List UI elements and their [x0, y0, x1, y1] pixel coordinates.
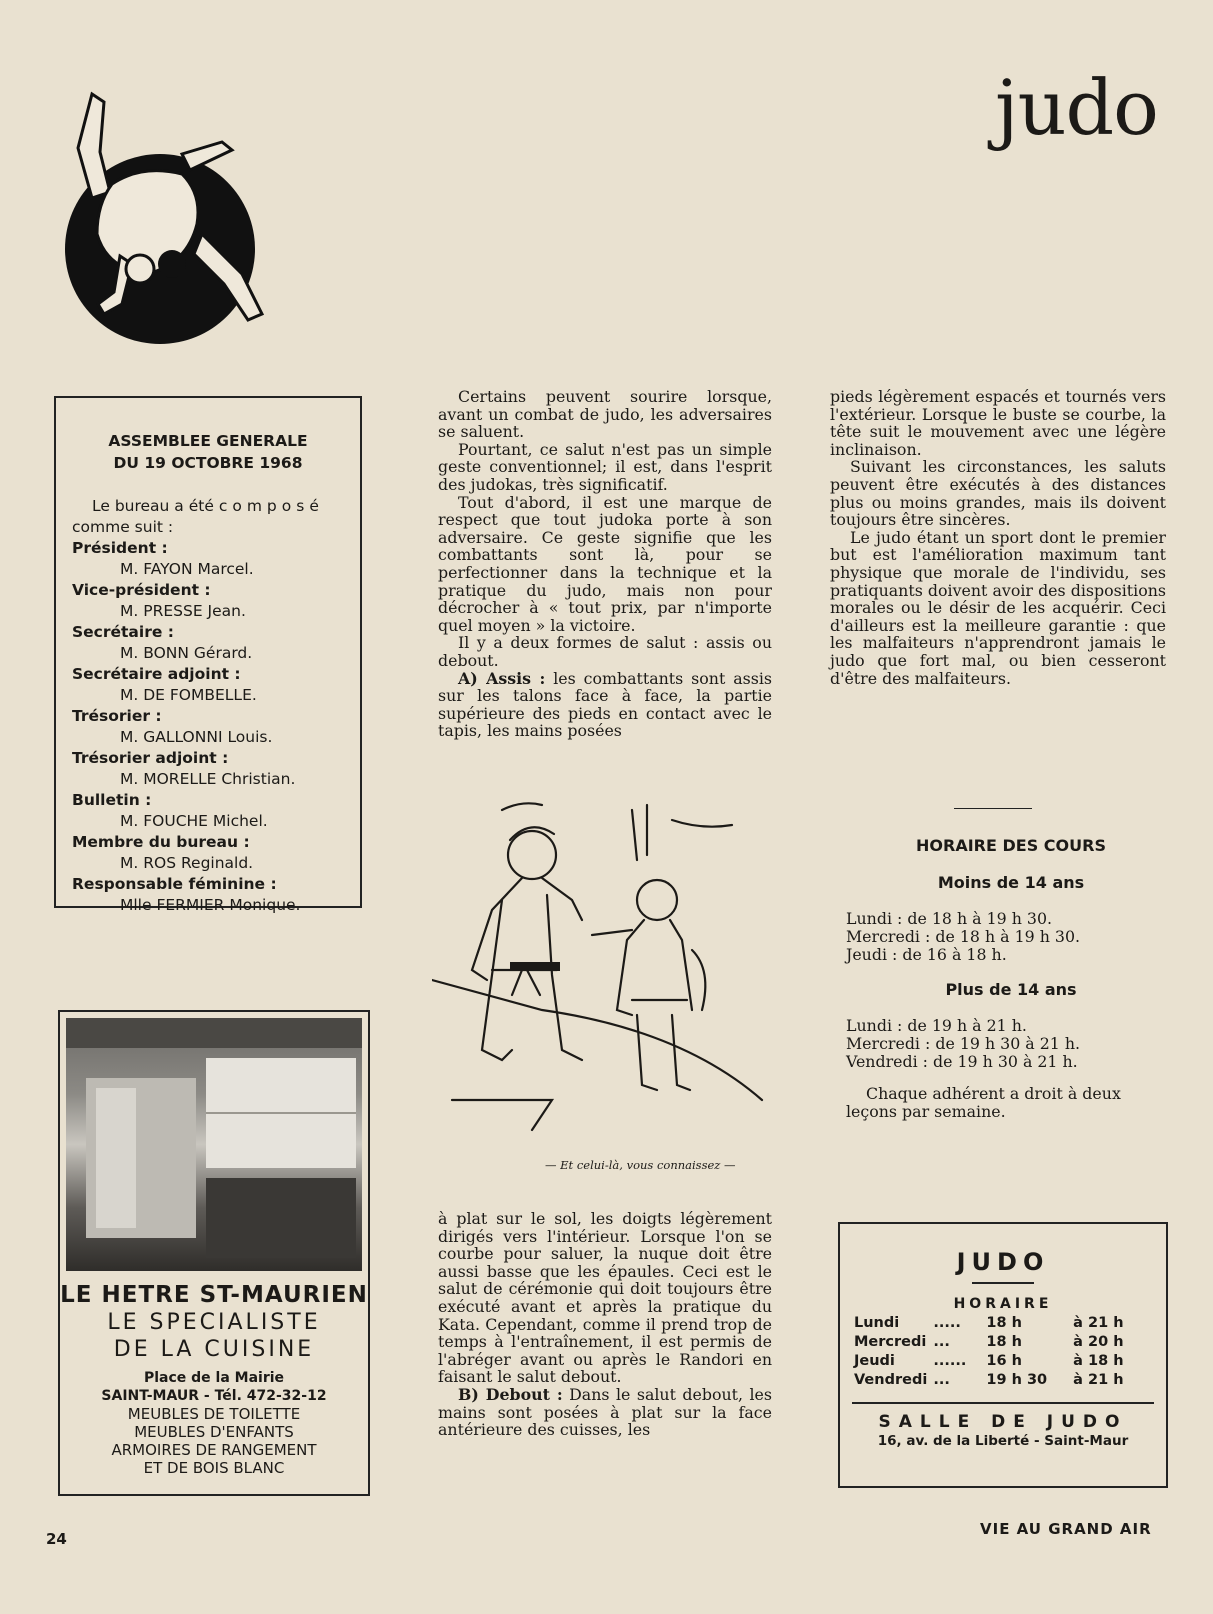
article-column-1 [438, 388, 772, 740]
ad-tagline-2: DE LA CUISINE [113, 1337, 315, 1362]
hours-end: à 18 h [1073, 1353, 1124, 1369]
hours-day: Vendredi [854, 1372, 928, 1388]
hours-title-underline [972, 1282, 1034, 1284]
hours-box-subtitle: HORAIRE [953, 1296, 1053, 1312]
hours-end: à 21 h [1073, 1372, 1124, 1388]
article-paragraph: Le judo étant un sport dont le premier but est l'amélioration maximum tant physique que morale de l'individu, ses pratiquants doivent avoir des dispositions morales ou le désir de les acquérir. Ceci d'ailleurs est la meilleure garantie : que les malfaiteurs n'apprendront jamais le judo que fort mal, ou bien cesseront d'être des malfaiteurs. [830, 527, 1166, 688]
article-paragraph: à plat sur le sol, les doigts légèrement dirigés vers l'intérieur. Lorsque l'on se courbe pour saluer, la nuque doit être aussi basse que les épaules. Ceci est le salut de cérémonie qui doit toujours être exécuté avant et après la pratique du Kata. Cependant, comme il prend trop de temps à l'entraînement, il est permis de l'abréger avant ou après le Randori en faisant le salut debout. [438, 1209, 772, 1387]
page-number: 24 [46, 1530, 67, 1548]
ad-phone: SAINT-MAUR - Tél. 472-32-12 [101, 1388, 327, 1404]
hours-start: 19 h 30 [986, 1372, 1048, 1388]
schedule-line: Vendredi : de 19 h 30 à 21 h. [846, 1052, 1078, 1071]
member-name: Mlle FERMIER Monique. [120, 896, 301, 914]
ad-item: ARMOIRES DE RANGEMENT [111, 1441, 317, 1459]
assembly-intro-text: Le bureau a été [92, 497, 214, 515]
member-name: M. DE FOMBELLE. [120, 686, 257, 704]
schedule-line: Jeudi : de 16 à 18 h. [846, 945, 1007, 964]
hours-start: 18 h [986, 1315, 1022, 1331]
hours-row [854, 1352, 1130, 1371]
member-name: M. GALLONNI Louis. [120, 728, 273, 746]
article-column-1-continued [438, 1210, 772, 1439]
schedule-line: Mercredi : de 19 h 30 à 21 h. [846, 1034, 1081, 1053]
members-list [72, 538, 360, 916]
hours-box-title: JUDO [956, 1248, 1050, 1276]
schedule-line: Lundi : de 18 h à 19 h 30. [846, 909, 1053, 928]
hours-dots: ... [933, 1372, 950, 1388]
article-paragraph: Tout d'abord, il est une marque de respect que tout judoka porte à son adversaire. Ce geste signifie que les combattants sont là, pour se perfectionner dans la technique et la pratique du judo, mais non pour décrocher à « tout prix, par n'importe quel moyen » la victoire. [438, 492, 772, 635]
hours-dots: ..... [933, 1315, 961, 1331]
debout-text: Dans le salut debout, les mains sont posées à plat sur la face antérieure des cuisses, les [438, 1384, 772, 1440]
hours-dots: ...... [933, 1353, 967, 1369]
course-schedule [846, 836, 1176, 1121]
member-name: M. FAYON Marcel. [120, 560, 254, 578]
hours-day: Mercredi [854, 1334, 927, 1350]
hours-table [854, 1314, 1130, 1390]
member-role: Responsable féminine : [72, 875, 277, 893]
assembly-heading-1: ASSEMBLEE GENERALE [108, 432, 308, 450]
ad-shop-name: LE HETRE ST-MAURIEN [60, 1282, 368, 1308]
member-name: M. MORELLE Christian. [120, 770, 296, 788]
judo-logo-icon [52, 84, 272, 354]
hours-row [854, 1314, 1130, 1333]
section-divider [954, 808, 1032, 809]
hours-end: à 20 h [1073, 1334, 1124, 1350]
assis-label: A) Assis : [458, 668, 546, 688]
article-paragraph [438, 1386, 772, 1439]
venue-name: SALLE DE JUDO [878, 1412, 1128, 1432]
venue-address: 16, av. de la Liberté - Saint-Maur [877, 1433, 1129, 1449]
schedule-title: HORAIRE DES COURS [916, 836, 1106, 855]
ad-item: MEUBLES D'ENFANTS [134, 1423, 294, 1441]
hours-row [854, 1371, 1130, 1390]
schedule-line: Lundi : de 19 h à 21 h. [846, 1016, 1027, 1035]
hours-start: 18 h [986, 1334, 1022, 1350]
article-column-2 [830, 388, 1166, 687]
assembly-intro-end: comme suit : [72, 518, 174, 536]
member-role: Membre du bureau : [72, 833, 250, 851]
ad-place: Place de la Mairie [143, 1370, 285, 1386]
magazine-name: VIE AU GRAND AIR [980, 1520, 1152, 1538]
member-name: M. PRESSE Jean. [120, 602, 246, 620]
hours-end: à 21 h [1073, 1315, 1124, 1331]
hours-row [854, 1333, 1130, 1352]
cartoon-caption: — Et celui-là, vous connaissez — [545, 1158, 736, 1172]
article-paragraph: Suivant les circonstances, les saluts peuvent être exécutés à des distances plus ou moins grandes, mais ils doivent toujours être sincères. [830, 457, 1166, 530]
hours-box-divider [852, 1402, 1154, 1404]
assembly-box [54, 396, 362, 914]
article-paragraph [438, 670, 772, 740]
ad-tagline-1: LE SPECIALISTE [107, 1310, 321, 1335]
kitchen-photo [66, 1018, 362, 1271]
article-paragraph: pieds légèrement espacés et tournés vers l'extérieur. Lorsque le buste se courbe, la tête suit le mouvement avec une légère inclinaison. [830, 387, 1166, 459]
hours-dots: ... [933, 1334, 950, 1350]
assis-text: les combattants sont assis sur les talons face à face, la partie supérieure des pieds en contact avec le tapis, les mains posées [438, 668, 773, 741]
schedule-group-over-14: Plus de 14 ans [945, 980, 1077, 999]
member-role: Trésorier adjoint : [72, 749, 229, 767]
ad-item: ET DE BOIS BLANC [143, 1459, 285, 1477]
hours-start: 16 h [986, 1353, 1022, 1369]
assembly-heading-2: DU 19 OCTOBRE 1968 [113, 454, 303, 472]
kitchen-advertisement [58, 1010, 370, 1496]
page-title: judo [995, 63, 1158, 152]
assembly-intro-spaced: composé [218, 497, 324, 515]
article-paragraph: Pourtant, ce salut n'est pas un simple geste conventionnel; il est, dans l'esprit des judokas, très significatif. [438, 439, 772, 494]
member-role: Vice-président : [72, 581, 211, 599]
judo-hours-box [838, 1222, 1168, 1488]
article-paragraph: Il y a deux formes de salut : assis ou debout. [438, 633, 772, 670]
schedule-line: Mercredi : de 18 h à 19 h 30. [846, 927, 1081, 946]
member-role: Secrétaire : [72, 623, 174, 641]
member-name: M. FOUCHE Michel. [120, 812, 268, 830]
debout-label: B) Debout : [458, 1384, 563, 1404]
hours-day: Jeudi [854, 1353, 895, 1369]
member-role: Bulletin : [72, 791, 152, 809]
member-name: M. ROS Reginald. [120, 854, 254, 872]
assembly-intro [72, 496, 342, 538]
member-role: Secrétaire adjoint : [72, 665, 241, 683]
article-paragraph: Certains peuvent sourire lorsque, avant un combat de judo, les adversaires se saluent. [438, 387, 772, 442]
member-role: Trésorier : [72, 707, 162, 725]
member-name: M. BONN Gérard. [120, 644, 253, 662]
member-role: Président : [72, 539, 168, 557]
ad-item: MEUBLES DE TOILETTE [127, 1405, 301, 1423]
schedule-note: Chaque adhérent a droit à deux leçons par semaine. [846, 1084, 1121, 1121]
hours-day: Lundi [854, 1315, 900, 1331]
schedule-group-under-14: Moins de 14 ans [937, 873, 1085, 892]
judo-cartoon-illustration [432, 800, 780, 1176]
